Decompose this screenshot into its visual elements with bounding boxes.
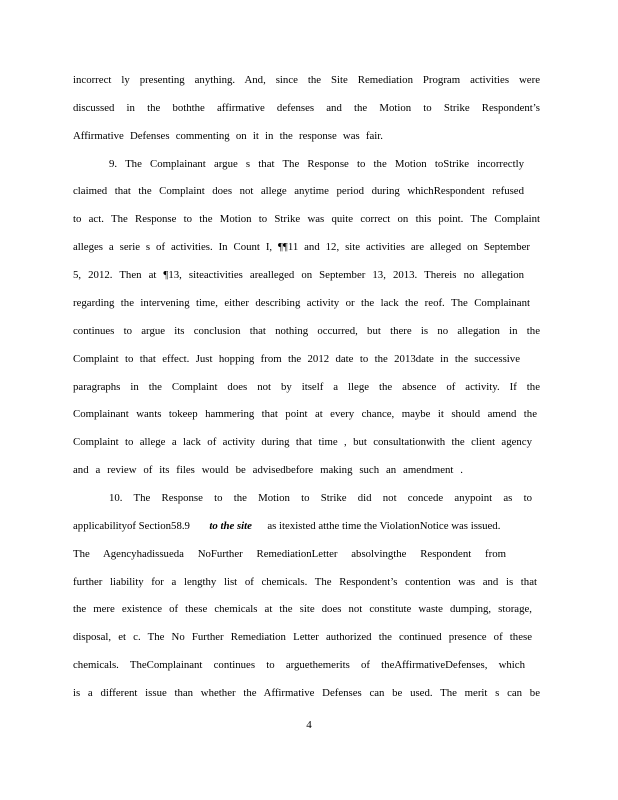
text-line: continues to argue its conclusion that nothing occurred, but there is no allegation in the (73, 325, 540, 337)
paragraph-9-first-line: 9. The Complainant argue s that The Response to the Motion toStrike incorrectly (109, 158, 524, 170)
text-line: Affirmative Defenses commenting on it in the response was fair. (73, 130, 383, 142)
text-line: further liability for a lengthy list of chemicals. The Respondent’s contention was and is that (73, 576, 537, 588)
text-line: Complaint to allege a lack of activity during that time , but consultationwith the client agency (73, 436, 532, 448)
text-line: and a review of its files would be advisedbefore making such an amendment . (73, 464, 463, 476)
text-line: The Agencyhadissueda NoFurther RemediationLetter absolvingthe Respondent from (73, 548, 506, 560)
text-line: the mere existence of these chemicals at the site does not constitute waste dumping, storage, (73, 603, 532, 615)
text-line: incorrect ly presenting anything. And, since the Site Remediation Program activities were (73, 74, 540, 86)
text-line: Complainant wants tokeep hammering that point at every chance, maybe it should amend the (73, 408, 537, 420)
text-line: discussed in the boththe affirmative defenses and the Motion to Strike Respondent’s (73, 102, 540, 114)
emphasized-text: to the site (209, 520, 252, 532)
text-line: claimed that the Complaint does not allege anytime period during whichRespondent refused (73, 185, 524, 197)
page-number: 4 (306, 719, 312, 731)
text-line: Complaint to that effect. Just hopping from the 2012 date to the 2013date in the successive (73, 353, 520, 365)
text-line: is a different issue than whether the Affirmative Defenses can be used. The merit s can be (73, 687, 540, 699)
text-line: to act. The Response to the Motion to Strike was quite correct on this point. The Complaint (73, 213, 540, 225)
text-line: alleges a serie s of activities. In Count I, ¶¶11 and 12, site activities are alleged on September (73, 241, 530, 253)
text-line: regarding the intervening time, either describing activity or the lack the reof. The Complainant (73, 297, 530, 309)
text-line: chemicals. TheComplainant continues to arguethemerits of theAffirmativeDefenses, which (73, 659, 525, 671)
text-line-with-emphasis (73, 519, 532, 533)
text-line: paragraphs in the Complaint does not by itself a llege the absence of activity. If the (73, 381, 540, 393)
paragraph-10-first-line: 10. The Response to the Motion to Strike did not concede anypoint as to (109, 492, 532, 504)
text-segment: as itexisted atthe time the ViolationNotice was issued. (267, 520, 501, 532)
text-line: disposal, et c. The No Further Remediation Letter authorized the continued presence of these (73, 631, 532, 643)
text-line: 5, 2012. Then at ¶13, siteactivities arealleged on September 13, 2013. Thereis no allegation (73, 269, 524, 281)
text-segment: applicabilityof Section58.9 (73, 520, 190, 532)
